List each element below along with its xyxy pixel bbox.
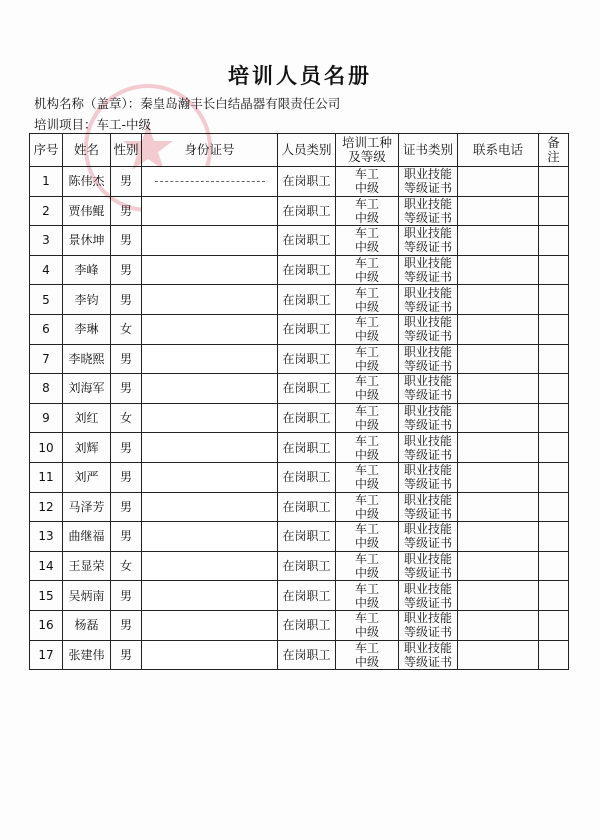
cell-gender: 男 <box>111 374 142 404</box>
cell-trade-line1: 车工 <box>354 315 379 330</box>
cell-note <box>539 285 569 315</box>
cell-trade <box>336 462 399 492</box>
cell-cert <box>399 551 458 581</box>
org-label: 机构名称（盖章）： <box>34 96 141 111</box>
cell-seq: 2 <box>30 196 63 226</box>
cell-name: 李晓熙 <box>63 344 111 374</box>
cell-category: 在岗职工 <box>278 551 336 581</box>
cell-trade <box>336 640 399 670</box>
cell-gender: 男 <box>111 610 142 640</box>
table-row <box>30 314 569 344</box>
cell-note <box>539 403 569 433</box>
header-id: 身份证号 <box>142 134 278 167</box>
cell-gender: 男 <box>111 640 142 670</box>
cell-gender: 女 <box>111 314 142 344</box>
cell-trade <box>336 581 399 611</box>
table-row <box>30 492 569 522</box>
cell-phone <box>458 314 539 344</box>
header-trade-line1: 培训工种 <box>341 135 392 150</box>
cell-cert <box>399 462 458 492</box>
cell-trade-line2: 中级 <box>354 625 379 640</box>
cell-cert-line2: 等级证书 <box>403 358 452 373</box>
cell-id-redacted <box>142 314 278 344</box>
cell-category: 在岗职工 <box>278 167 336 197</box>
header-phone: 联系电话 <box>458 134 539 167</box>
header-cert: 证书类别 <box>399 134 458 167</box>
cell-name: 贾伟鲲 <box>63 196 111 226</box>
cell-trade-line1: 车工 <box>354 640 379 655</box>
cell-name: 马泽芳 <box>63 492 111 522</box>
cell-id-redacted <box>142 433 278 463</box>
cell-trade-line2: 中级 <box>354 240 379 255</box>
cell-trade-line2: 中级 <box>354 388 379 403</box>
table-row <box>30 403 569 433</box>
cell-trade-line1: 车工 <box>354 611 379 626</box>
project-label: 培训项目： <box>34 117 97 132</box>
table-row <box>30 462 569 492</box>
cell-trade <box>336 255 399 285</box>
cell-cert <box>399 433 458 463</box>
cell-seq: 6 <box>30 314 63 344</box>
cell-cert-line1: 职业技能 <box>403 315 452 330</box>
cell-trade-line1: 车工 <box>354 433 379 448</box>
cell-trade-line1: 车工 <box>354 581 379 596</box>
cell-category: 在岗职工 <box>278 314 336 344</box>
cell-phone <box>458 581 539 611</box>
cell-seq: 11 <box>30 462 63 492</box>
cell-cert-line2: 等级证书 <box>403 654 452 669</box>
cell-name: 杨磊 <box>63 610 111 640</box>
cell-id-redacted <box>142 374 278 404</box>
cell-phone <box>458 551 539 581</box>
table-row <box>30 344 569 374</box>
cell-trade <box>336 167 399 197</box>
cell-id-redacted <box>142 285 278 315</box>
cell-cert-line1: 职业技能 <box>403 196 452 211</box>
cell-seq: 7 <box>30 344 63 374</box>
cell-name: 王显荣 <box>63 551 111 581</box>
cell-category: 在岗职工 <box>278 462 336 492</box>
cell-trade-line2: 中级 <box>354 566 379 581</box>
cell-cert <box>399 403 458 433</box>
cell-id-redacted <box>142 640 278 670</box>
cell-cert-line2: 等级证书 <box>403 536 452 551</box>
cell-phone <box>458 433 539 463</box>
cell-cert <box>399 285 458 315</box>
cell-cert-line1: 职业技能 <box>403 167 452 182</box>
cell-seq: 8 <box>30 374 63 404</box>
cell-note <box>539 433 569 463</box>
cell-trade-line2: 中级 <box>354 506 379 521</box>
cell-trade-line2: 中级 <box>354 299 379 314</box>
cell-note <box>539 226 569 256</box>
cell-trade <box>336 226 399 256</box>
table-row <box>30 522 569 552</box>
cell-trade-line1: 车工 <box>354 167 379 182</box>
cell-cert-line2: 等级证书 <box>403 329 452 344</box>
cell-phone <box>458 285 539 315</box>
cell-gender: 男 <box>111 492 142 522</box>
cell-note <box>539 196 569 226</box>
org-name: 秦皇岛瀚丰长白结晶器有限责任公司 <box>140 96 341 111</box>
header-gender: 性别 <box>111 134 142 167</box>
header-trade <box>336 134 399 167</box>
cell-note <box>539 581 569 611</box>
cell-note <box>539 522 569 552</box>
cell-note <box>539 640 569 670</box>
cell-name: 李峰 <box>63 255 111 285</box>
header-seq: 序号 <box>30 134 63 167</box>
cell-cert-line2: 等级证书 <box>403 566 452 581</box>
cell-category: 在岗职工 <box>278 581 336 611</box>
cell-name: 李琳 <box>63 314 111 344</box>
cell-trade <box>336 433 399 463</box>
cell-cert <box>399 167 458 197</box>
cell-trade <box>336 403 399 433</box>
cell-cert-line2: 等级证书 <box>403 625 452 640</box>
cell-cert-line1: 职业技能 <box>403 256 452 271</box>
cell-name: 刘严 <box>63 462 111 492</box>
table-body <box>30 167 569 670</box>
cell-gender: 男 <box>111 344 142 374</box>
cell-id-redacted <box>142 403 278 433</box>
cell-category: 在岗职工 <box>278 255 336 285</box>
cell-cert-line2: 等级证书 <box>403 477 452 492</box>
cell-note <box>539 492 569 522</box>
cell-category: 在岗职工 <box>278 433 336 463</box>
cell-gender: 男 <box>111 167 142 197</box>
cell-phone <box>458 226 539 256</box>
cell-id-redacted <box>142 344 278 374</box>
trainee-roster-table <box>29 133 569 670</box>
cell-trade-line2: 中级 <box>354 210 379 225</box>
cell-cert-line2: 等级证书 <box>403 418 452 433</box>
cell-gender: 男 <box>111 462 142 492</box>
cell-trade-line1: 车工 <box>354 463 379 478</box>
header-name: 姓名 <box>63 134 111 167</box>
cell-phone <box>458 610 539 640</box>
project-line <box>34 115 151 133</box>
cell-cert <box>399 374 458 404</box>
cell-cert-line1: 职业技能 <box>403 433 452 448</box>
cell-name: 刘海军 <box>63 374 111 404</box>
cell-cert-line2: 等级证书 <box>403 506 452 521</box>
cell-trade-line2: 中级 <box>354 329 379 344</box>
cell-id-redacted <box>142 492 278 522</box>
cell-trade-line1: 车工 <box>354 522 379 537</box>
cell-id-redacted <box>142 196 278 226</box>
cell-note <box>539 374 569 404</box>
header-note-line1: 备 <box>547 135 560 150</box>
cell-cert <box>399 492 458 522</box>
cell-cert-line2: 等级证书 <box>403 270 452 285</box>
cell-note <box>539 314 569 344</box>
cell-category: 在岗职工 <box>278 403 336 433</box>
cell-id-redacted <box>142 551 278 581</box>
cell-cert <box>399 610 458 640</box>
cell-cert-line2: 等级证书 <box>403 595 452 610</box>
cell-category: 在岗职工 <box>278 285 336 315</box>
project-name: 车工-中级 <box>96 117 152 132</box>
cell-seq: 12 <box>30 492 63 522</box>
header-note-line2: 注 <box>547 149 560 164</box>
cell-trade <box>336 610 399 640</box>
cell-trade <box>336 374 399 404</box>
cell-note <box>539 610 569 640</box>
cell-cert-line1: 职业技能 <box>403 522 452 537</box>
cell-cert-line2: 等级证书 <box>403 388 452 403</box>
table-row <box>30 551 569 581</box>
cell-name: 陈伟杰 <box>63 167 111 197</box>
cell-note <box>539 462 569 492</box>
cell-name: 张建伟 <box>63 640 111 670</box>
cell-category: 在岗职工 <box>278 196 336 226</box>
cell-name: 刘红 <box>63 403 111 433</box>
cell-cert-line1: 职业技能 <box>403 463 452 478</box>
table-header-row <box>30 134 569 167</box>
cell-gender: 男 <box>111 433 142 463</box>
page-title: 培训人员名册 <box>228 64 372 88</box>
cell-trade <box>336 285 399 315</box>
cell-cert <box>399 255 458 285</box>
cell-cert-line1: 职业技能 <box>403 611 452 626</box>
cell-phone <box>458 403 539 433</box>
cell-gender: 女 <box>111 403 142 433</box>
cell-trade-line2: 中级 <box>354 181 379 196</box>
cell-note <box>539 255 569 285</box>
cell-trade-line1: 车工 <box>354 344 379 359</box>
cell-trade <box>336 492 399 522</box>
cell-trade-line2: 中级 <box>354 536 379 551</box>
table-row <box>30 610 569 640</box>
cell-phone <box>458 196 539 226</box>
cell-cert-line1: 职业技能 <box>403 581 452 596</box>
cell-gender: 男 <box>111 285 142 315</box>
redaction-mark <box>155 181 265 182</box>
table-row <box>30 285 569 315</box>
cell-note <box>539 344 569 374</box>
cell-category: 在岗职工 <box>278 492 336 522</box>
cell-cert-line1: 职业技能 <box>403 640 452 655</box>
cell-category: 在岗职工 <box>278 344 336 374</box>
cell-seq: 9 <box>30 403 63 433</box>
cell-category: 在岗职工 <box>278 226 336 256</box>
cell-seq: 14 <box>30 551 63 581</box>
table-row <box>30 374 569 404</box>
table-row <box>30 255 569 285</box>
cell-trade-line1: 车工 <box>354 285 379 300</box>
cell-name: 曲继福 <box>63 522 111 552</box>
cell-seq: 3 <box>30 226 63 256</box>
cell-cert-line2: 等级证书 <box>403 299 452 314</box>
cell-name: 吴炳南 <box>63 581 111 611</box>
cell-seq: 1 <box>30 167 63 197</box>
cell-trade-line1: 车工 <box>354 374 379 389</box>
cell-note <box>539 551 569 581</box>
cell-seq: 15 <box>30 581 63 611</box>
cell-trade-line2: 中级 <box>354 595 379 610</box>
cell-phone <box>458 344 539 374</box>
cell-cert <box>399 581 458 611</box>
cell-gender: 男 <box>111 226 142 256</box>
cell-cert-line1: 职业技能 <box>403 552 452 567</box>
cell-phone <box>458 640 539 670</box>
cell-gender: 男 <box>111 581 142 611</box>
cell-id-redacted <box>142 167 278 197</box>
cell-trade-line2: 中级 <box>354 418 379 433</box>
cell-cert <box>399 196 458 226</box>
table-row <box>30 581 569 611</box>
cell-trade-line2: 中级 <box>354 447 379 462</box>
table-row <box>30 167 569 197</box>
cell-gender: 男 <box>111 196 142 226</box>
cell-phone <box>458 492 539 522</box>
cell-category: 在岗职工 <box>278 610 336 640</box>
cell-category: 在岗职工 <box>278 640 336 670</box>
cell-id-redacted <box>142 610 278 640</box>
cell-trade-line1: 车工 <box>354 404 379 419</box>
cell-cert <box>399 344 458 374</box>
header-note <box>539 134 569 167</box>
cell-gender: 女 <box>111 551 142 581</box>
cell-cert-line2: 等级证书 <box>403 210 452 225</box>
cell-trade <box>336 314 399 344</box>
cell-cert-line1: 职业技能 <box>403 226 452 241</box>
cell-id-redacted <box>142 462 278 492</box>
table-row <box>30 226 569 256</box>
cell-id-redacted <box>142 581 278 611</box>
cell-trade <box>336 551 399 581</box>
cell-trade-line1: 车工 <box>354 226 379 241</box>
cell-trade-line1: 车工 <box>354 552 379 567</box>
cell-cert-line2: 等级证书 <box>403 240 452 255</box>
cell-id-redacted <box>142 226 278 256</box>
cell-cert-line2: 等级证书 <box>403 447 452 462</box>
cell-cert-line1: 职业技能 <box>403 492 452 507</box>
cell-trade <box>336 522 399 552</box>
cell-seq: 16 <box>30 610 63 640</box>
cell-phone <box>458 462 539 492</box>
cell-gender: 男 <box>111 255 142 285</box>
header-category: 人员类别 <box>278 134 336 167</box>
cell-seq: 10 <box>30 433 63 463</box>
cell-trade-line2: 中级 <box>354 270 379 285</box>
table-row <box>30 196 569 226</box>
cell-category: 在岗职工 <box>278 522 336 552</box>
cell-gender: 男 <box>111 522 142 552</box>
cell-trade <box>336 344 399 374</box>
table-row <box>30 640 569 670</box>
cell-name: 景休坤 <box>63 226 111 256</box>
cell-trade-line2: 中级 <box>354 358 379 373</box>
cell-id-redacted <box>142 255 278 285</box>
cell-note <box>539 167 569 197</box>
cell-category: 在岗职工 <box>278 374 336 404</box>
organization-line <box>34 94 340 112</box>
cell-trade-line1: 车工 <box>354 256 379 271</box>
cell-cert <box>399 314 458 344</box>
cell-seq: 5 <box>30 285 63 315</box>
cell-cert <box>399 226 458 256</box>
header-trade-line2: 及等级 <box>348 149 386 164</box>
cell-phone <box>458 374 539 404</box>
cell-id-redacted <box>142 522 278 552</box>
cell-phone <box>458 167 539 197</box>
cell-trade-line2: 中级 <box>354 477 379 492</box>
cell-trade-line1: 车工 <box>354 492 379 507</box>
cell-trade-line1: 车工 <box>354 196 379 211</box>
table-row <box>30 433 569 463</box>
cell-cert-line1: 职业技能 <box>403 285 452 300</box>
cell-seq: 17 <box>30 640 63 670</box>
cell-name: 刘辉 <box>63 433 111 463</box>
cell-cert-line1: 职业技能 <box>403 404 452 419</box>
cell-name: 李钧 <box>63 285 111 315</box>
cell-trade <box>336 196 399 226</box>
cell-seq: 13 <box>30 522 63 552</box>
cell-seq: 4 <box>30 255 63 285</box>
cell-phone <box>458 255 539 285</box>
cell-cert <box>399 640 458 670</box>
cell-phone <box>458 522 539 552</box>
cell-cert-line2: 等级证书 <box>403 181 452 196</box>
cell-cert-line1: 职业技能 <box>403 374 452 389</box>
cell-trade-line2: 中级 <box>354 654 379 669</box>
cell-cert-line1: 职业技能 <box>403 344 452 359</box>
cell-cert <box>399 522 458 552</box>
